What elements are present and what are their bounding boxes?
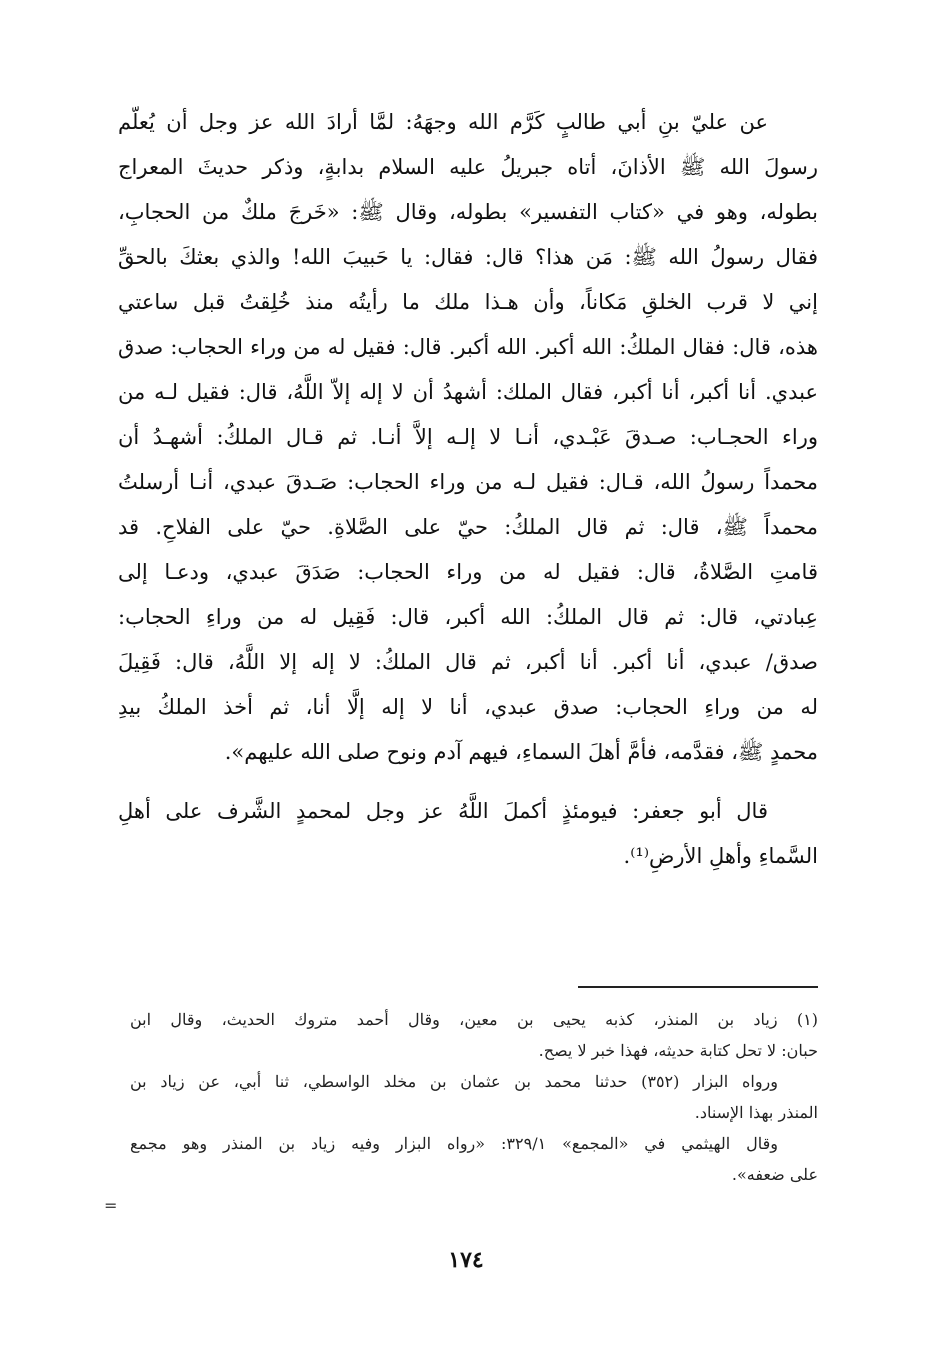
text-line: إني لا قرب الخلقِ مَكاناً، وأن هـذا ملك ما رأيتُه منذ خُلِقتُ قبل ساعتي bbox=[118, 290, 818, 314]
paragraph-hadith bbox=[118, 100, 818, 775]
footnote-line: حبان: لا تحل كتابة حديثه، فهذا خبر لا يصح. bbox=[538, 1041, 818, 1060]
footnote-line: على ضعفه». bbox=[731, 1165, 818, 1184]
text-line: هذه، قال: فقال الملكُ: الله أكبر. الله أكبر. قال: فقيل له من وراء الحجاب: صدق bbox=[118, 335, 818, 359]
text-line: بطوله، وهو في «كتاب التفسير» بطوله، وقال ﷺ: «خَرجَ ملكٌ من الحجابِ، bbox=[118, 200, 818, 224]
text-line: محمداً رسولُ الله، قـال: فقيل لـه من وراء الحجاب: صَـدقَ عبدي، أنـا أرسلتُ bbox=[118, 470, 818, 494]
main-text bbox=[118, 100, 818, 879]
footnotes bbox=[130, 1004, 818, 1190]
text-line: قامتِ الصَّلاةُ، قال: فقيل له من وراء الحجاب: صَدَقَ عبدي، ودعـا إلى bbox=[118, 560, 818, 584]
text-line: عبدي. أنا أكبر، أنا أكبر، فقال الملك: أشهدُ أن لا إله إلاّ اللَّهُ، قال: فقيل لـه من bbox=[118, 380, 818, 404]
paragraph-abu-jafar bbox=[118, 789, 818, 879]
footnote-line: وقال الهيثمي في «المجمع» ٣٢٩/١: «رواه البزار وفيه زياد بن المنذر وهو مجمع bbox=[130, 1134, 778, 1153]
text-line: رسولَ الله ﷺ الأذانَ، أتاه جبريلُ عليه السلام بدابةٍ، وذكر حديثَ المعراج bbox=[118, 155, 818, 179]
text-line: السَّماءِ وأهلِ الأرضِ⁽¹⁾. bbox=[623, 844, 818, 868]
footnote-line: ورواه البزار (٣٥٢) حدثنا محمد بن عثمان بن مخلد الواسطي، ثنا أبي، عن زياد بن bbox=[130, 1072, 778, 1091]
footnote-line: المنذر بهذا الإسناد. bbox=[694, 1103, 818, 1122]
text-line: عن عليّ بنِ أبي طالبٍ كَرَّم الله وجهَهُ: لمَّا أرادَ الله عز وجل أن يُعلّم bbox=[118, 110, 768, 134]
text-line: قال أبو جعفر: فيومئذٍ أكملَ اللَّهُ عز وجل لمحمدٍ الشَّرف على أهلِ bbox=[118, 799, 768, 823]
footnote-line: (١) زياد بن المنذر، كذبه يحيى بن معين، وقال أحمد متروك الحديث، وقال ابن bbox=[130, 1010, 818, 1029]
page-number: ١٧٤ bbox=[448, 1247, 484, 1273]
text-line: صدق/ عبدي، أنا أكبر. أنا أكبر، ثم قال الملكُ: لا إله إلا اللَّهُ، قال: فَقِيلَ bbox=[118, 650, 818, 674]
text-line: له من وراءِ الحجاب: صدق عبدي، أنا لا إله إلَّا أنا، ثم أخذ الملكُ بيدِ bbox=[118, 695, 818, 719]
continuation-mark: = bbox=[104, 1196, 118, 1215]
footnote-separator bbox=[578, 986, 818, 988]
text-line: وراء الحجـاب: صـدقَ عَبْـدي، أنـا لا إلـه إلاَّ أنـا. ثم قـال الملكُ: أشهـدُ أن bbox=[118, 425, 818, 449]
text-line: عِبادتي، قال: ثم قال الملكُ: الله أكبر، قال: فَقِيل له من وراءِ الحجاب: bbox=[118, 605, 818, 629]
text-line: محمدٍ ﷺ، فقدَّمه، فأمَّ أهلَ السماءِ، فيهم آدم ونوح صلى الله عليهم». bbox=[224, 740, 818, 764]
text-line: فقال رسولُ الله ﷺ: مَن هذا؟ قال: فقال: يا حَبيبَ الله! والذي بعثكَ بالحقِّ bbox=[118, 245, 818, 269]
text-line: محمداً ﷺ، قال: ثم قال الملكُ: حيّ على الصَّلاةِ. حيّ على الفلاحِ. قد bbox=[118, 515, 818, 539]
